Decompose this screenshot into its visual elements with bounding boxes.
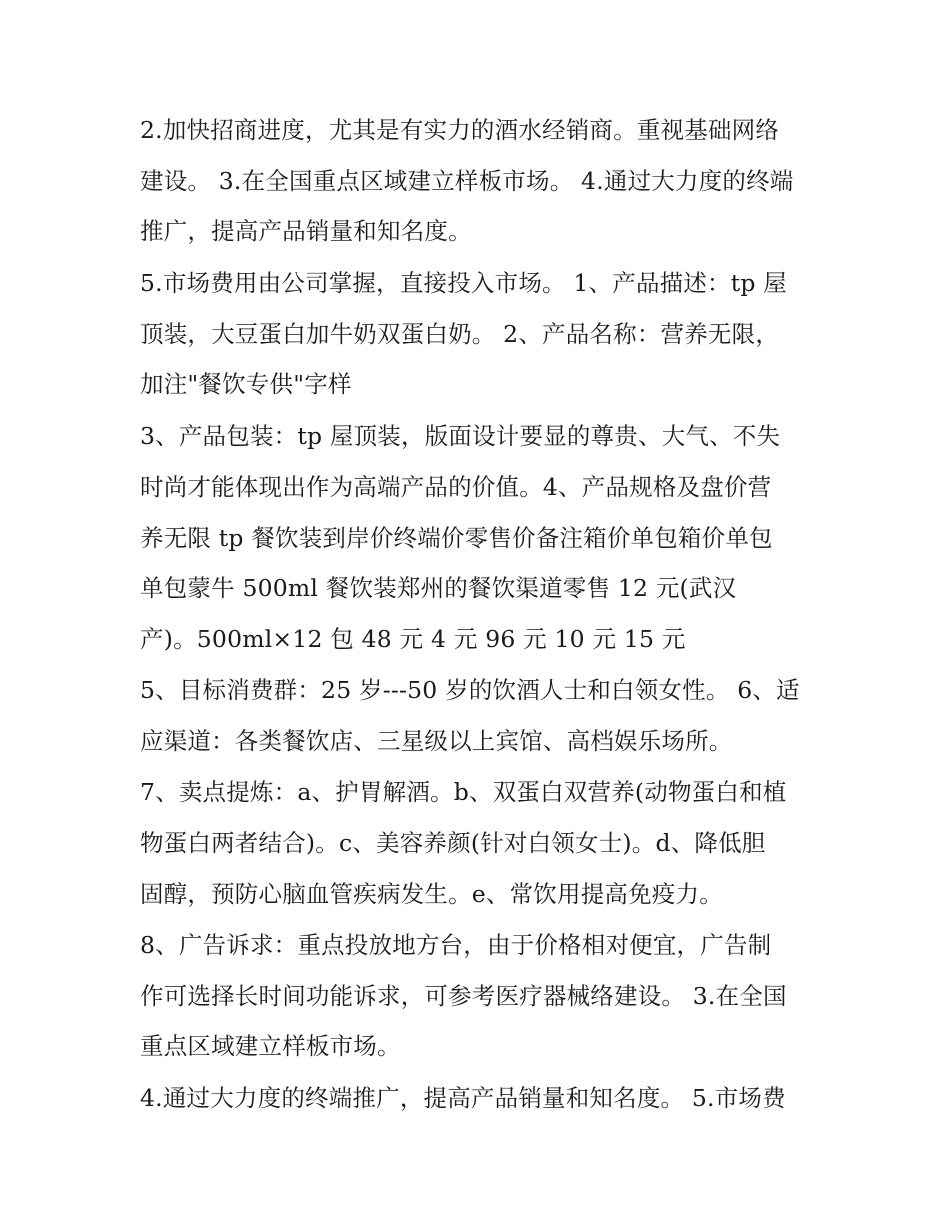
text-line: 8、广告诉求：重点投放地方台，由于价格相对便宜，广告制 [140, 931, 772, 959]
text-line: 物蛋白两者结合)。c、美容养颜(针对白领女士)。d、降低胆 [140, 829, 766, 857]
text-line: 作可选择长时间功能诉求，可参考医疗器械络建设。 3.在全国 [140, 982, 787, 1010]
text-line: 养无限 tp 餐饮装到岸价终端价零售价备注箱价单包箱价单包 [140, 524, 773, 552]
text-line: 5.市场费用由公司掌握，直接投入市场。 1、产品描述：tp 屋 [140, 269, 787, 297]
text-line: 2.加快招商进度，尤其是有实力的酒水经销商。重视基础网络 [140, 116, 780, 144]
text-line: 顶装，大豆蛋白加牛奶双蛋白奶。 2、产品名称：营养无限， [140, 320, 780, 348]
text-line: 应渠道：各类餐饮店、三星级以上宾馆、高档娱乐场所。 [140, 727, 733, 755]
text-line: 5、目标消费群：25 岁---50 岁的饮酒人士和白领女性。 6、适 [140, 676, 800, 704]
text-line: 固醇，预防心脑血管疾病发生。e、常饮用提高免疫力。 [140, 880, 723, 908]
text-line: 4.通过大力度的终端推广，提高产品销量和知名度。 5.市场费 [140, 1084, 786, 1112]
text-line: 时尚才能体现出作为高端产品的价值。4、产品规格及盘价营 [140, 473, 772, 501]
text-line: 单包蒙牛 500ml 餐饮装郑州的餐饮渠道零售 12 元(武汉 [140, 574, 737, 602]
text-line: 重点区域建立样板市场。 [140, 1032, 401, 1060]
text-line: 产)。500ml×12 包 48 元 4 元 96 元 10 元 15 元 [140, 625, 686, 653]
text-line: 7、卖点提炼：a、护胃解酒。b、双蛋白双营养(动物蛋白和植 [140, 778, 787, 806]
text-line: 建设。 3.在全国重点区域建立样板市场。 4.通过大力度的终端 [140, 167, 794, 195]
text-line: 推广，提高产品销量和知名度。 [140, 217, 472, 245]
text-line: 3、产品包装：tp 屋顶装，版面设计要显的尊贵、大气、不失 [140, 422, 781, 450]
text-line: 加注"餐饮专供"字样 [140, 370, 352, 398]
